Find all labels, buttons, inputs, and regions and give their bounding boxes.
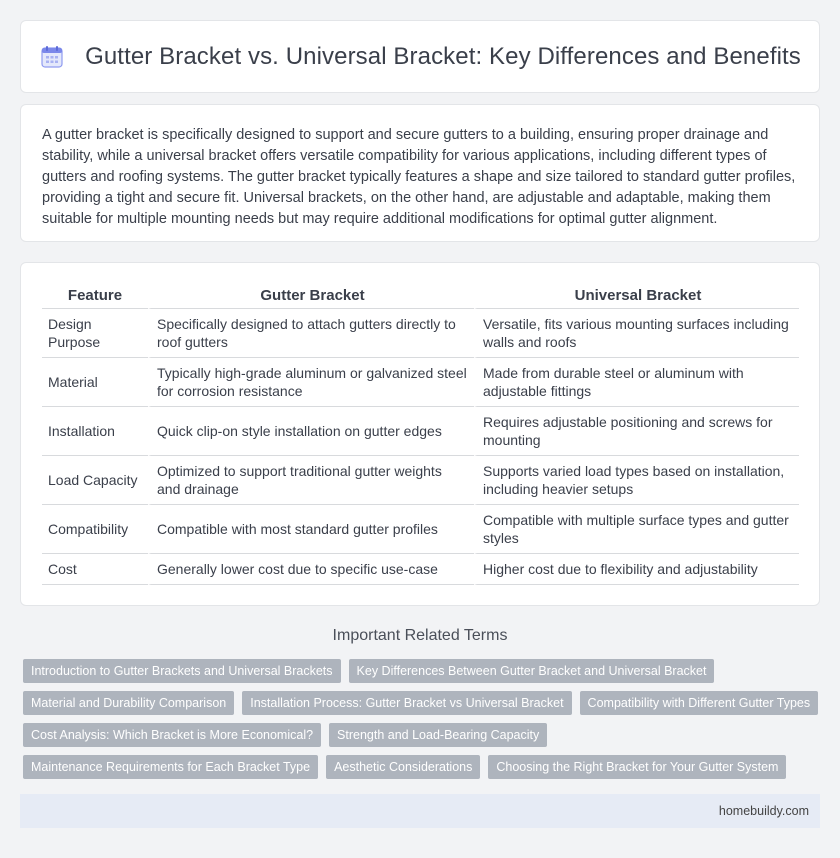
intro-card: [20, 104, 820, 242]
comparison-table: [42, 284, 799, 585]
gutter-cell: Typically high-grade aluminum or galvanized steel for corrosion resistance: [148, 358, 474, 407]
page-title: Gutter Bracket vs. Universal Bracket: Key Differences and Benefits: [85, 42, 801, 70]
feature-cell: Load Capacity: [42, 456, 148, 505]
gutter-cell: Quick clip-on style installation on gutter edges: [148, 407, 474, 456]
table-row: [42, 358, 799, 407]
intro-paragraph: A gutter bracket is specifically designed to support and secure gutters to a building, ensuring proper drainage and stability, while a universal bracket offers versatile compatibility for various applications, including different types of gutters and roofing systems. The gutter bracket typically features a shape and size tailored to standard gutter profiles, providing a tight and secure fit. Universal brackets, on the other hand, are adjustable and adaptable, making them suitable for multiple mounting needs but may require additional modifications for optimal gutter alignment.: [42, 127, 796, 227]
gutter-cell: Optimized to support traditional gutter weights and drainage: [148, 456, 474, 505]
feature-cell: Design Purpose: [42, 309, 148, 358]
related-term-tag[interactable]: Introduction to Gutter Brackets and Universal Brackets: [23, 659, 341, 683]
universal-cell: Versatile, fits various mounting surfaces including walls and roofs: [474, 309, 799, 358]
table-row: [42, 505, 799, 554]
calendar-icon: [39, 44, 65, 70]
related-terms-title: Important Related Terms: [332, 627, 508, 644]
header-card: [20, 20, 820, 93]
footer: [20, 794, 820, 828]
universal-cell: Higher cost due to flexibility and adjustability: [474, 554, 799, 585]
comparison-card: [20, 262, 820, 606]
related-term-tag[interactable]: Cost Analysis: Which Bracket is More Economical?: [23, 723, 321, 747]
table-row: [42, 407, 799, 456]
universal-cell: Supports varied load types based on installation, including heavier setups: [474, 456, 799, 505]
feature-cell: Material: [42, 358, 148, 407]
related-term-tag[interactable]: Aesthetic Considerations: [326, 755, 480, 779]
related-term-tag[interactable]: Material and Durability Comparison: [23, 691, 234, 715]
gutter-cell: Generally lower cost due to specific use-case: [148, 554, 474, 585]
table-header-row: [42, 284, 799, 309]
related-terms-list: [23, 659, 823, 779]
related-term-tag[interactable]: Choosing the Right Bracket for Your Gutter System: [488, 755, 786, 779]
header-universal-bracket: Universal Bracket: [474, 284, 799, 309]
gutter-cell: Specifically designed to attach gutters directly to roof gutters: [148, 309, 474, 358]
related-term-tag[interactable]: Compatibility with Different Gutter Types: [580, 691, 819, 715]
footer-site-link[interactable]: homebuildy.com: [718, 804, 809, 818]
table-row: [42, 309, 799, 358]
related-term-tag[interactable]: Maintenance Requirements for Each Bracket Type: [23, 755, 318, 779]
related-term-tag[interactable]: Strength and Load-Bearing Capacity: [329, 723, 547, 747]
feature-cell: Installation: [42, 407, 148, 456]
header-feature: Feature: [42, 284, 148, 309]
table-row: [42, 456, 799, 505]
universal-cell: Requires adjustable positioning and screws for mounting: [474, 407, 799, 456]
feature-cell: Compatibility: [42, 505, 148, 554]
gutter-cell: Compatible with most standard gutter profiles: [148, 505, 474, 554]
universal-cell: Compatible with multiple surface types and gutter styles: [474, 505, 799, 554]
related-term-tag[interactable]: Installation Process: Gutter Bracket vs Universal Bracket: [242, 691, 571, 715]
header-gutter-bracket: Gutter Bracket: [148, 284, 474, 309]
table-row: [42, 554, 799, 585]
universal-cell: Made from durable steel or aluminum with adjustable fittings: [474, 358, 799, 407]
feature-cell: Cost: [42, 554, 148, 585]
related-term-tag[interactable]: Key Differences Between Gutter Bracket and Universal Bracket: [349, 659, 715, 683]
